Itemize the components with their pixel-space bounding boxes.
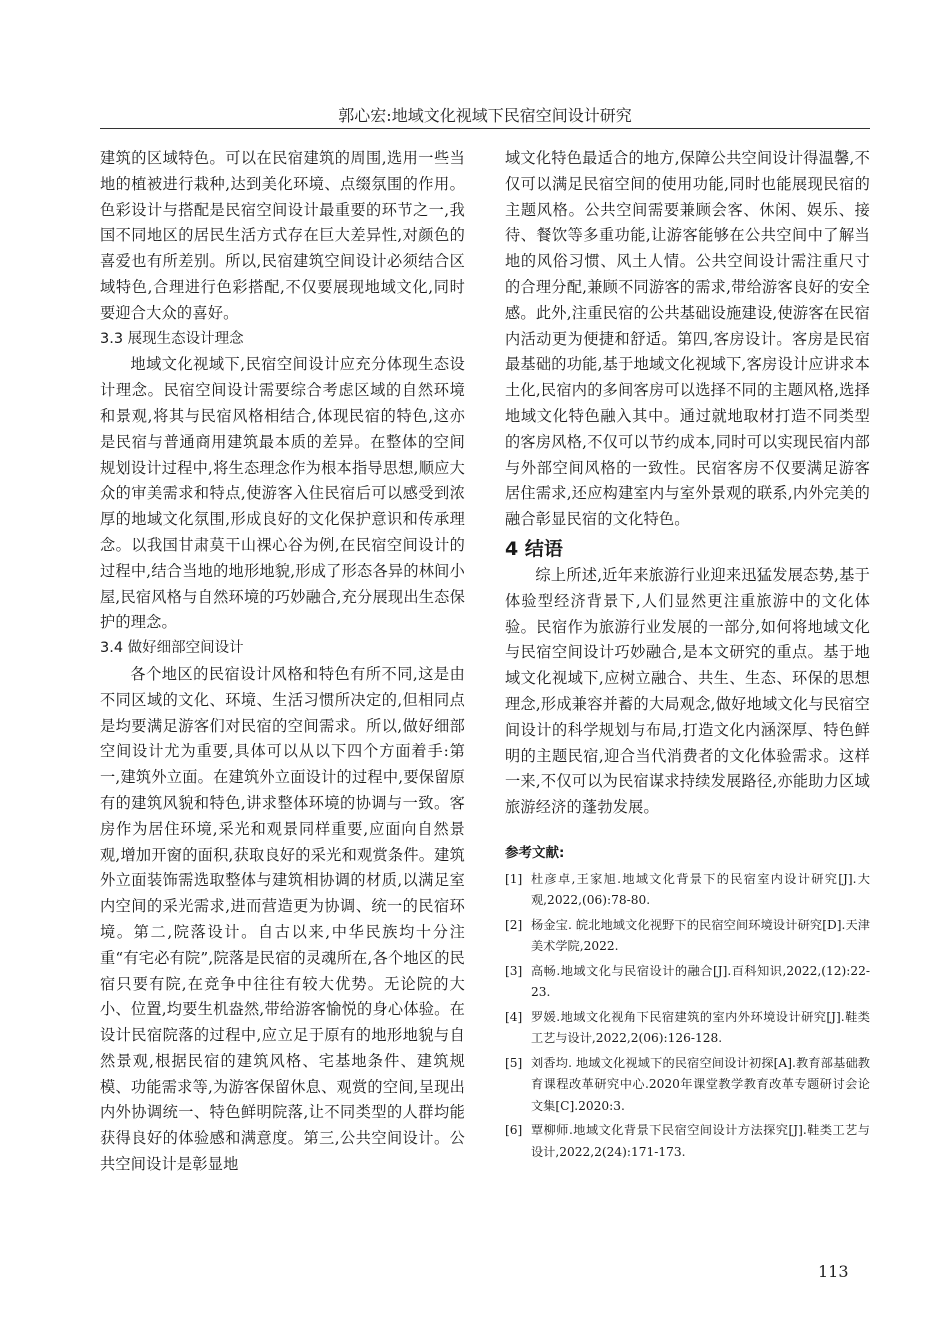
- reference-number: [4]: [505, 1009, 523, 1024]
- reference-number: [2]: [505, 917, 523, 932]
- paragraph: 建筑的区域特色。可以在民宿建筑的周围,选用一些当地的植被进行栽种,达到美化环境、点缀氛围的作用。色彩设计与搭配是民宿空间设计最重要的环节之一,我国不同地区的居民生活方式存在巨大差异性,对颜色的喜爱也有所差别。所以,民宿建筑空间设计必须结合区域特色,合理进行色彩搭配,不仅要展现地域文化,同时要迎合大众的喜好。: [100, 149, 465, 322]
- section-heading-conclusion: 4 结语: [505, 537, 563, 560]
- reference-text: 杜彦卓,王家旭.地域文化背景下的民宿室内设计研究[J].大观,2022,(06):78-80.: [531, 871, 870, 908]
- reference-text: 罗媛.地域文化视角下民宿建筑的室内外环境设计研究[J].鞋类工艺与设计,2022,2(06):126-128.: [531, 1009, 870, 1046]
- reference-item: [505, 961, 870, 1004]
- reference-item: [505, 1120, 870, 1163]
- reference-text: 覃柳师.地域文化背景下民宿空间设计方法探究[J].鞋类工艺与设计,2022,2(24):171-173.: [531, 1123, 870, 1159]
- reference-item: [505, 1053, 870, 1118]
- running-header: 郭心宏:地域文化视域下民宿空间设计研究: [338, 106, 632, 125]
- reference-item: [505, 1007, 870, 1050]
- reference-item: [505, 869, 870, 912]
- references-title: 参考文献:: [505, 844, 565, 861]
- reference-number: [1]: [505, 871, 523, 886]
- paragraph: 各个地区的民宿设计风格和特色有所不同,这是由不同区域的文化、环境、生活习惯所决定的,但相同点是均要满足游客们对民宿的空间需求。所以,做好细部空间设计尤为重要,具体可以从以下四个方面着手:第一,建筑外立面。在建筑外立面设计的过程中,要保留原有的建筑风貌和特色,讲求整体环境的协调与一致。客房作为居住环境,采光和观景同样重要,应面向自然景观,增加开窗的面积,获取良好的采光和观赏条件。建筑外立面装饰需选取整体与建筑相协调的材质,以满足室内空间的采光需求,进而营造更为协调、统一的民宿环境。第二,院落设计。自古以来,中华民族均十分注重“有宅必有院”,院落是民宿的灵魂所在,各个地区的民宿只要有院,在竞争中往往有较大优势。无论院的大小、位置,均要生机盎然,带给游客愉悦的身心体验。在设计民宿院落的过程中,应立足于原有的地形地貌与自然景观,根据民宿的建筑风格、宅基地条件、建筑规模、功能需求等,为游客保留休息、观赏的空间,呈现出内外协调统一、特色鲜明院落,让不同类型的人群均能获得良好的体验感和满意度。第三,公共空间设计。公共空间设计是彰显地: [100, 664, 465, 1174]
- paragraph: 综上所述,近年来旅游行业迎来迅猛发展态势,基于体验型经济背景下,人们显然更注重旅游中的文化体验。民宿作为旅游行业发展的一部分,如何将地域文化与民宿空间设计巧妙融合,是本文研究的重点。基于地域文化视域下,应树立融合、共生、生态、环保的思想理念,形成兼容并蓄的大局观念,做好地域文化与民宿空间设计的科学规划与布局,打造文化内涵深厚、特色鲜明的主题民宿,迎合当代消费者的文化体验需求。这样一来,不仅可以为民宿谋求持续发展路径,亦能助力区域旅游经济的蓬勃发展。: [505, 565, 870, 817]
- reference-number: [3]: [505, 963, 523, 978]
- section-heading-3-4: 3.4 做好细部空间设计: [100, 640, 244, 657]
- page-number: 113: [818, 1262, 849, 1281]
- reference-item: [505, 915, 870, 958]
- left-column: [100, 146, 465, 1178]
- reference-text: 刘香均. 地域文化视域下的民宿空间设计初探[A].教育部基础教育课程改革研究中心.2020年课堂教学教育改革专题研讨会论文集[C].2020:3.: [531, 1055, 870, 1113]
- reference-number: [6]: [505, 1123, 523, 1138]
- reference-list: [505, 869, 870, 1164]
- paragraph: 域文化特色最适合的地方,保障公共空间设计得温馨,不仅可以满足民宿空间的使用功能,同时也能展现民宿的主题风格。公共空间需要兼顾会客、休闲、娱乐、接待、餐饮等多重功能,让游客能够在公共空间中了解当地的风俗习惯、风土人情。公共空间设计需注重尺寸的合理分配,兼顾不同游客的需求,带给游客良好的安全感。此外,注重民宿的公共基础设施建设,使游客在民宿内活动更为便捷和舒适。第四,客房设计。客房是民宿最基础的功能,基于地域文化视域下,客房设计应讲求本土化,民宿内的多间客房可以选择不同的主题风格,选择地域文化特色融入其中。通过就地取材打造不同类型的客房风格,不仅可以节约成本,同时可以实现民宿内部与外部空间风格的一致性。民宿客房不仅要满足游客居住需求,还应构建室内与室外景观的联系,内外完美的融合彰显民宿的文化特色。: [505, 149, 870, 529]
- reference-text: 高畅.地域文化与民宿设计的融合[J].百科知识,2022,(12):22-23.: [531, 963, 870, 1000]
- header-rule: [100, 128, 870, 129]
- reference-text: 杨金宝. 皖北地域文化视野下的民宿空间环境设计研究[D].天津美术学院,2022.: [531, 917, 870, 954]
- right-column: [505, 146, 870, 1166]
- paragraph: 地域文化视域下,民宿空间设计应充分体现生态设计理念。民宿空间设计需要综合考虑区域的自然环境和景观,将其与民宿风格相结合,体现民宿的特色,这亦是民宿与普通商用建筑最本质的差异。在整体的空间规划设计过程中,将生态理念作为根本指导思想,顺应大众的审美需求和特点,使游客入住民宿后可以感受到浓厚的地域文化氛围,形成良好的文化保护意识和传承理念。以我国甘肃莫干山裸心谷为例,在民宿空间设计的过程中,结合当地的地形地貌,形成了形态各异的林间小屋,民宿风格与自然环境的巧妙融合,充分展现出生态保护的理念。: [100, 355, 465, 632]
- reference-number: [5]: [505, 1055, 523, 1070]
- section-heading-3-3: 3.3 展现生态设计理念: [100, 330, 244, 347]
